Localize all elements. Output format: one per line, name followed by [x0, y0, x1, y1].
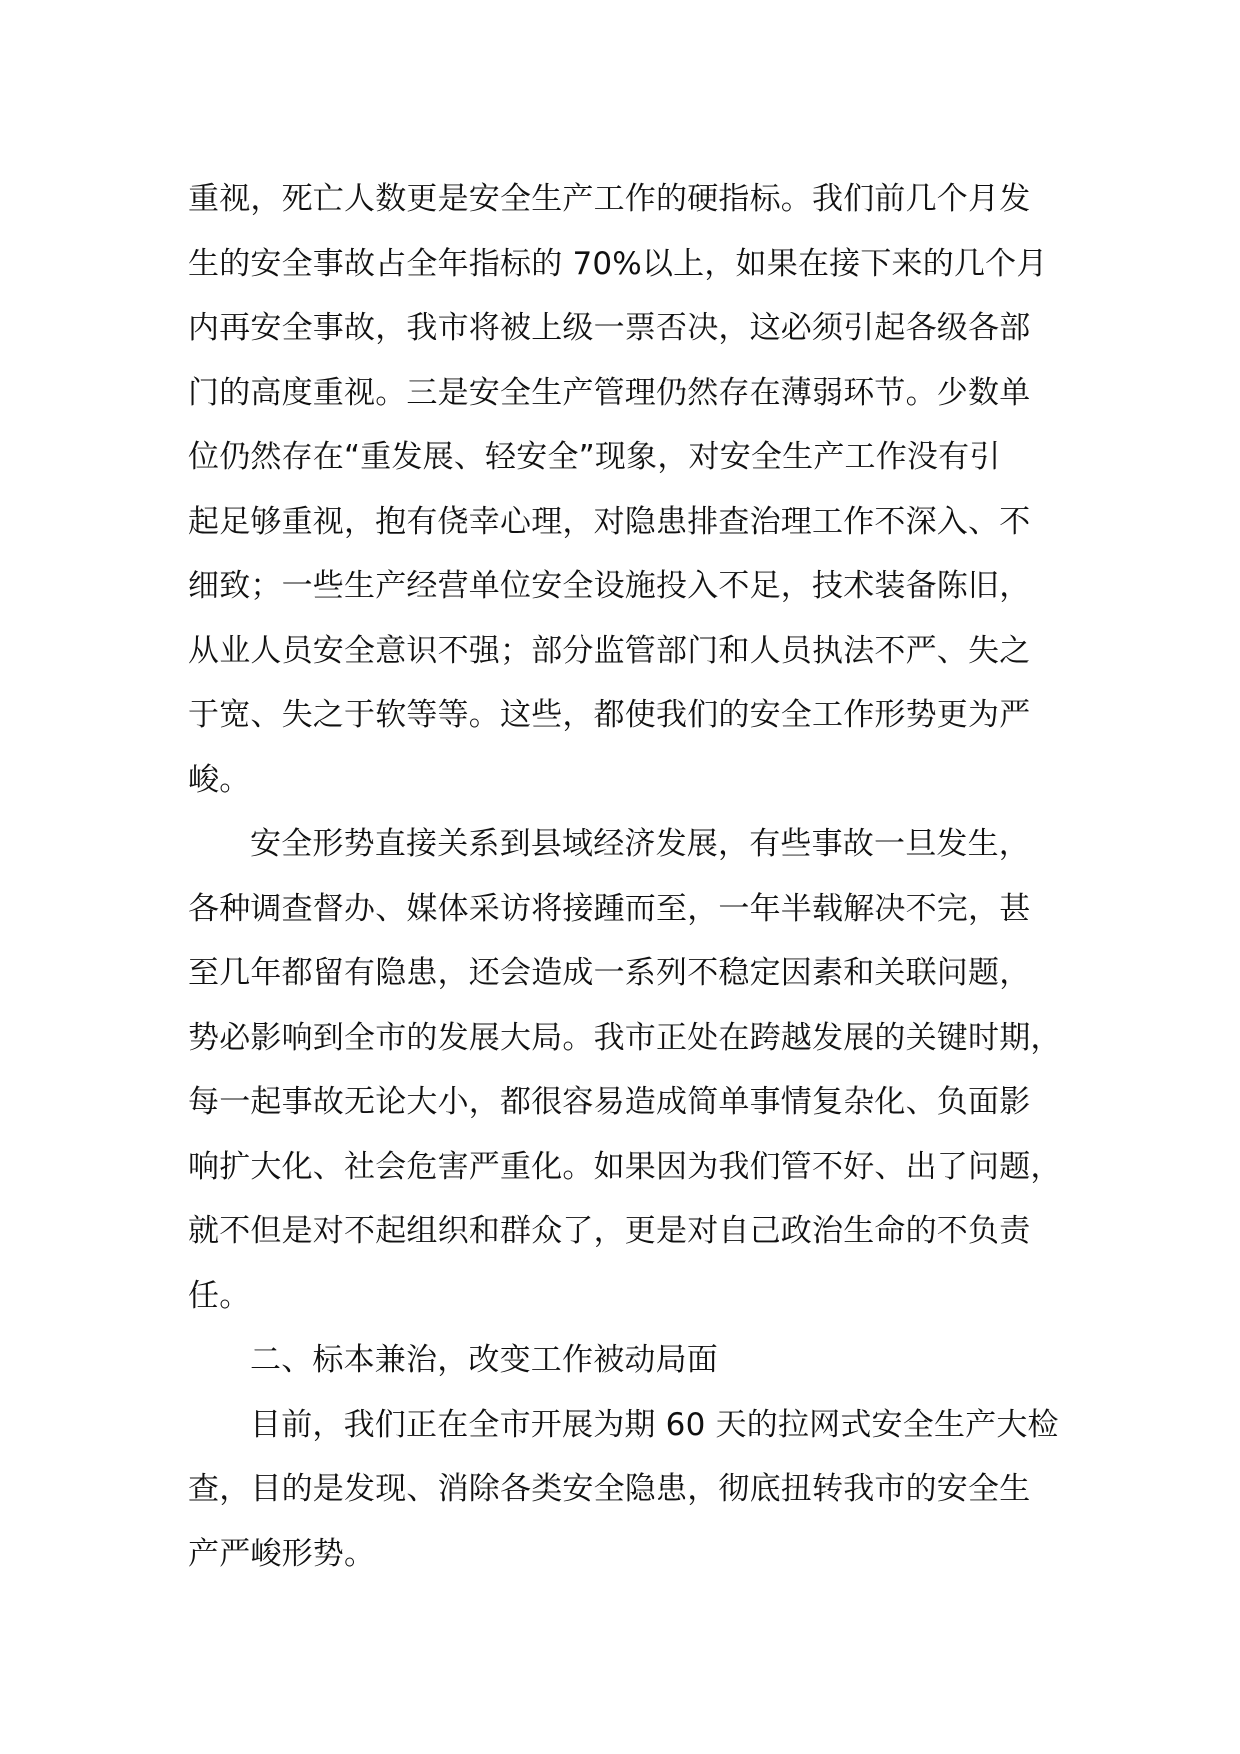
text-line: 起足够重视，抱有侥幸心理，对隐患排查治理工作不深入、不: [188, 503, 1031, 540]
text-line: 就不但是对不起组织和群众了，更是对自己政治生命的不负责: [188, 1213, 1031, 1249]
text-line: 于宽、失之于软等等。这些，都使我们的安全工作形势更为严: [188, 697, 1031, 733]
text-line: 位仍然存在“重发展、轻安全”现象，对安全生产工作没有引: [188, 439, 1001, 475]
text-line: 每一起事故无论大小，都很容易造成简单事情复杂化、负面影: [188, 1084, 1031, 1120]
document-body: [188, 167, 1062, 1586]
paragraph-first-line: 目前，我们正在全市开展为期 60 天的拉网式安全生产大检: [250, 1406, 1059, 1443]
text-line: 响扩大化、社会危害严重化。如果因为我们管不好、出了问题，: [188, 1148, 1062, 1185]
text-line: 生的安全事故占全年指标的 70%以上，如果在接下来的几个月: [188, 245, 1048, 282]
text-line: 产严峻形势。: [188, 1535, 376, 1572]
text-line: 门的高度重视。三是安全生产管理仍然存在薄弱环节。少数单: [188, 374, 1031, 411]
text-line: 峻。: [188, 761, 251, 798]
text-line: 重视，死亡人数更是安全生产工作的硬指标。我们前几个月发: [188, 181, 1031, 217]
text-line: 任。: [188, 1277, 251, 1314]
text-line: 从业人员安全意识不强；部分监管部门和人员执法不严、失之: [188, 632, 1031, 669]
section-heading: 二、标本兼治，改变工作被动局面: [250, 1342, 718, 1378]
text-line: 至几年都留有隐患，还会造成一系列不稳定因素和关联问题，: [188, 955, 1031, 991]
text-line: 细致；一些生产经营单位安全设施投入不足，技术装备陈旧，: [188, 568, 1031, 604]
text-line: 势必影响到全市的发展大局。我市正处在跨越发展的关键时期，: [188, 1019, 1062, 1056]
text-line: 查，目的是发现、消除各类安全隐患，彻底扭转我市的安全生: [188, 1471, 1031, 1507]
paragraph-first-line: 安全形势直接关系到县域经济发展，有些事故一旦发生，: [250, 826, 1030, 862]
text-line: 内再安全事故，我市将被上级一票否决，这必须引起各级各部: [188, 310, 1031, 346]
text-line: 各种调查督办、媒体采访将接踵而至，一年半载解决不完，甚: [188, 890, 1031, 927]
